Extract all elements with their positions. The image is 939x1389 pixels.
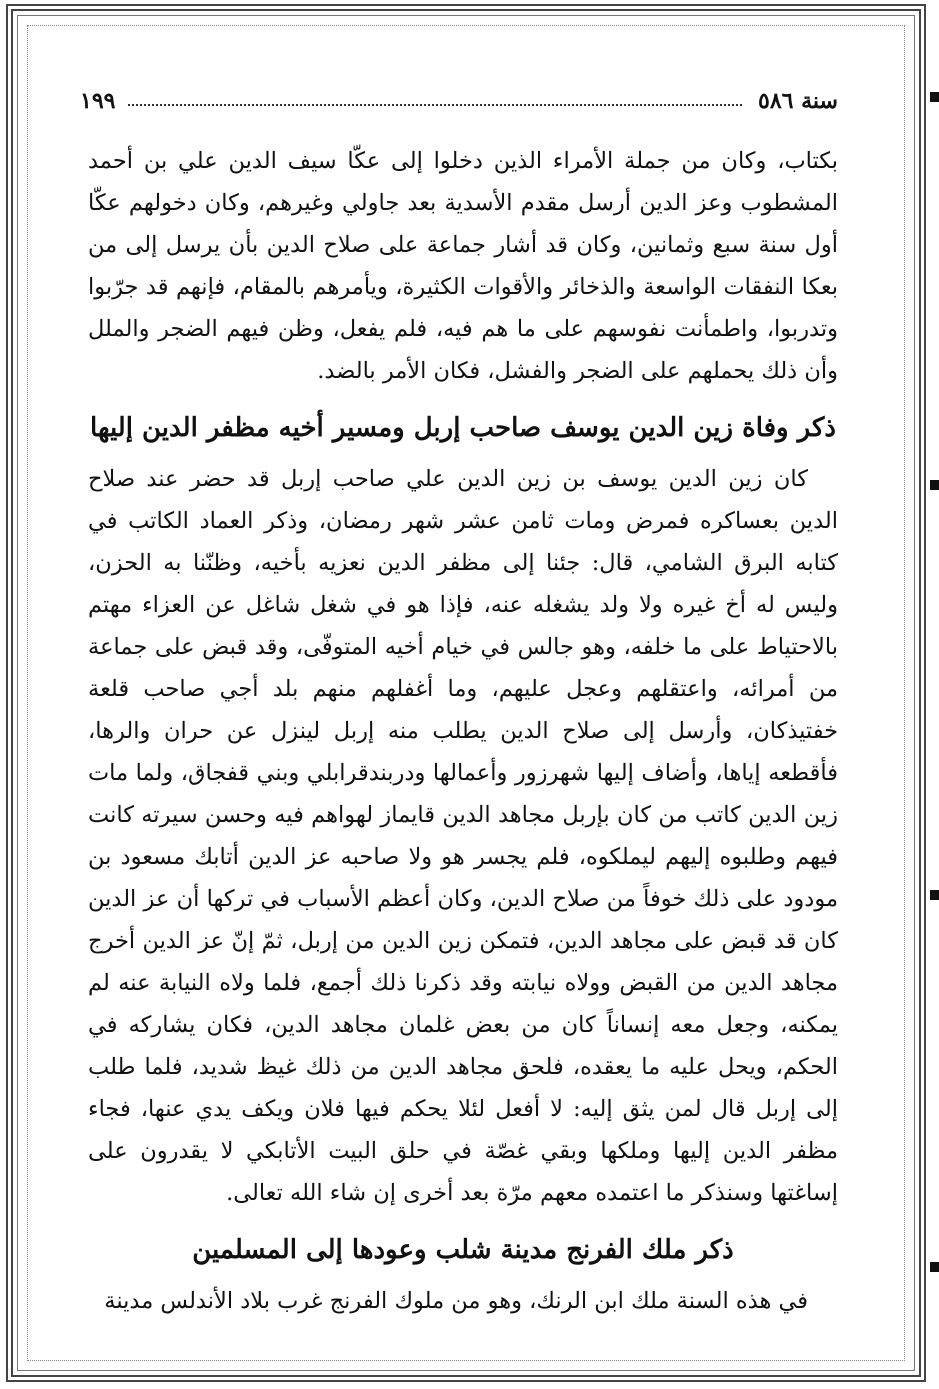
section3-paragraph: في هذه السنة ملك ابن الرنك، وهو من ملوك الفرنج غرب بلاد الأندلس مدينة bbox=[104, 1288, 808, 1314]
section3-heading: ذكر ملك الفرنج مدينة شلب وعودها إلى المسلمين bbox=[192, 1235, 734, 1265]
margin-mark bbox=[930, 890, 939, 900]
page-number: ١٩٩ bbox=[80, 88, 116, 114]
section1-paragraph: بكتاب، وكان من جملة الأمراء الذين دخلوا إلى عكّا سيف الدين علي بن أحمد المشطوب وعز الدين أرسل مقدم الأسدية بعد جاولي وغيرهم، وكان دخولهم عكّا أول سنة سبع وثمانين، وكان قد أشار جماعة على صلاح الدين بأن يرسل إلى من بعكا النفقات الواسعة والذخائر والأقوات الكثيرة، ويأمرهم بالمقام، فإنهم قد جرّبوا وتدربوا، واطمأنت نفوسهم على ما هم فيه، فلم يفعل، وظن فيهم الضجر والملل وأن ذلك يحملهم على الضجر والفشل، فكان الأمر بالضد. bbox=[88, 148, 838, 384]
running-title: سنة ٥٨٦ bbox=[758, 88, 838, 114]
margin-mark bbox=[930, 480, 939, 490]
section2-heading: ذكر وفاة زين الدين يوسف صاحب إربل ومسير أخيه مظفر الدين إليها bbox=[90, 413, 836, 443]
section2-paragraph: كان زين الدين يوسف بن زين الدين علي صاحب إربل قد حضر عند صلاح الدين بعساكره فمرض ومات ثامن عشر شهر رمضان، وذكر العماد الكاتب في كتابه البرق الشامي، قال: جئنا إلى مظفر الدين نعزيه بأخيه، وظنّنا به الحزن، وليس له أخ غيره ولا ولد يشغله عنه، فإذا هو في شغل شاغل عن العزاء مهتم بالاحتياط على ما خلفه، وهو جالس في خيام أخيه المتوفّى، وقد قبض على جماعة من أمرائه، واعتقلهم وعجل عليهم، وما أغفلهم منهم بلد أجي صاحب قلعة خفتيذكان، وأرسل إلى صلاح الدين يطلب منه إربل لينزل عن حران والرها، فأقطعه إياها، وأضاف إليها شهرزور وأعمالها ودربندقرابلي وبني قفجاق، ولما مات زين الدين كاتب من كان بإربل مجاهد الدين قايماز لهواهم فيه وحسن سيرته كانت فيهم وطلبوه إليهم ليملكوه، فلم يجسر هو ولا صاحبه عز الدين أتابك مسعود بن مودود على ذلك خوفاً من صلاح الدين، وكان أعظم الأسباب في تركها أن عز الدين كان قد قبض على مجاهد الدين، فتمكن زين الدين من إربل، ثمّ إنّ عز الدين أخرج مجاهد الدين من القبض وولاه نيابته وقد ذكرنا ذلك أجمع، فلما ولاه النيابة عنه لم يمكنه، وجعل معه إنساناً كان من بعض غلمان مجاهد الدين، فكان يشاركه في الحكم، ويحل عليه ما يعقده، فلحق مجاهد الدين من ذلك غيظ شديد، فلما طلب إلى إربل قال لمن يثق إليه: لا أفعل لئلا يحكم فيها فلان ويكف يدي عنها، فجاء مظفر الدين إليها وملكها وبقي غصّة في حلق البيت الأتابكي لا يقدرون على إساغتها وسنذكر ما اعتمده معهم مرّة بعد أخرى إن شاء الله تعالى. bbox=[88, 466, 838, 1206]
page-header bbox=[80, 88, 838, 128]
margin-mark bbox=[930, 1262, 939, 1272]
page-body bbox=[88, 140, 838, 1322]
header-dotted-rule bbox=[128, 104, 742, 106]
margin-mark bbox=[930, 92, 939, 102]
